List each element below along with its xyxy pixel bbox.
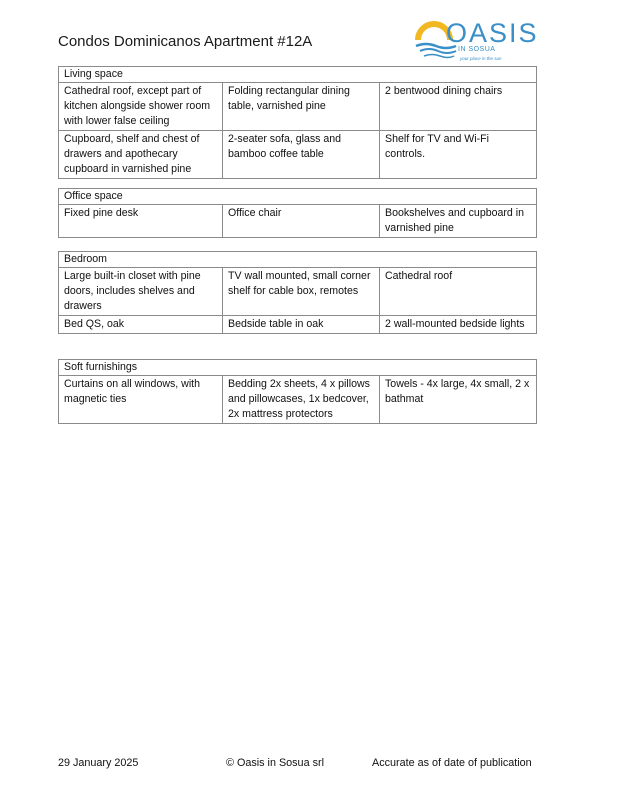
section-office-space bbox=[58, 188, 536, 238]
table-row bbox=[59, 268, 537, 316]
table-cell: Cupboard, shelf and chest of drawers and apothecary cupboard in varnished pine bbox=[59, 131, 223, 179]
section-soft-furnishings bbox=[58, 359, 536, 424]
table-cell: Shelf for TV and Wi-Fi controls. bbox=[380, 131, 537, 179]
table-cell: Fixed pine desk bbox=[59, 205, 223, 238]
table-row bbox=[59, 205, 537, 238]
table-row bbox=[59, 316, 537, 334]
section-title: Soft furnishings bbox=[59, 360, 537, 376]
table-row bbox=[59, 131, 537, 179]
section-living-space bbox=[58, 66, 536, 179]
section-title: Bedroom bbox=[59, 252, 537, 268]
soft-furnishings-table bbox=[58, 359, 537, 424]
table-row bbox=[59, 83, 537, 131]
table-cell: Cathedral roof, except part of kitchen alongside shower room with lower false ceiling bbox=[59, 83, 223, 131]
section-bedroom bbox=[58, 251, 536, 334]
footer-note: Accurate as of date of publication bbox=[372, 757, 532, 769]
footer-date: 29 January 2025 bbox=[58, 757, 139, 769]
table-cell: Large built-in closet with pine doors, includes shelves and drawers bbox=[59, 268, 223, 316]
living-space-table bbox=[58, 66, 537, 179]
logo-subtitle: IN SOSUA bbox=[458, 46, 496, 53]
table-cell: Cathedral roof bbox=[380, 268, 537, 316]
page-title: Condos Dominicanos Apartment #12A bbox=[58, 33, 313, 50]
table-cell: 2 wall-mounted bedside lights bbox=[380, 316, 537, 334]
table-cell: 2-seater sofa, glass and bamboo coffee table bbox=[223, 131, 380, 179]
bedroom-table bbox=[58, 251, 537, 334]
logo-tagline: your place in the sun bbox=[460, 56, 502, 61]
logo-name: OASIS bbox=[446, 18, 539, 48]
office-space-table bbox=[58, 188, 537, 238]
table-cell: 2 bentwood dining chairs bbox=[380, 83, 537, 131]
table-cell: Folding rectangular dining table, varnished pine bbox=[223, 83, 380, 131]
table-cell: TV wall mounted, small corner shelf for cable box, remotes bbox=[223, 268, 380, 316]
section-title: Living space bbox=[59, 67, 537, 83]
oasis-logo bbox=[412, 12, 539, 66]
table-cell: Towels - 4x large, 4x small, 2 x bathmat bbox=[380, 376, 537, 424]
table-cell: Bed QS, oak bbox=[59, 316, 223, 334]
table-cell: Bedside table in oak bbox=[223, 316, 380, 334]
table-cell: Office chair bbox=[223, 205, 380, 238]
table-cell: Curtains on all windows, with magnetic ties bbox=[59, 376, 223, 424]
table-cell: Bedding 2x sheets, 4 x pillows and pillowcases, 1x bedcover, 2x mattress protectors bbox=[223, 376, 380, 424]
footer-copyright: © Oasis in Sosua srl bbox=[226, 757, 324, 769]
table-cell: Bookshelves and cupboard in varnished pine bbox=[380, 205, 537, 238]
table-row bbox=[59, 376, 537, 424]
section-title: Office space bbox=[59, 189, 537, 205]
